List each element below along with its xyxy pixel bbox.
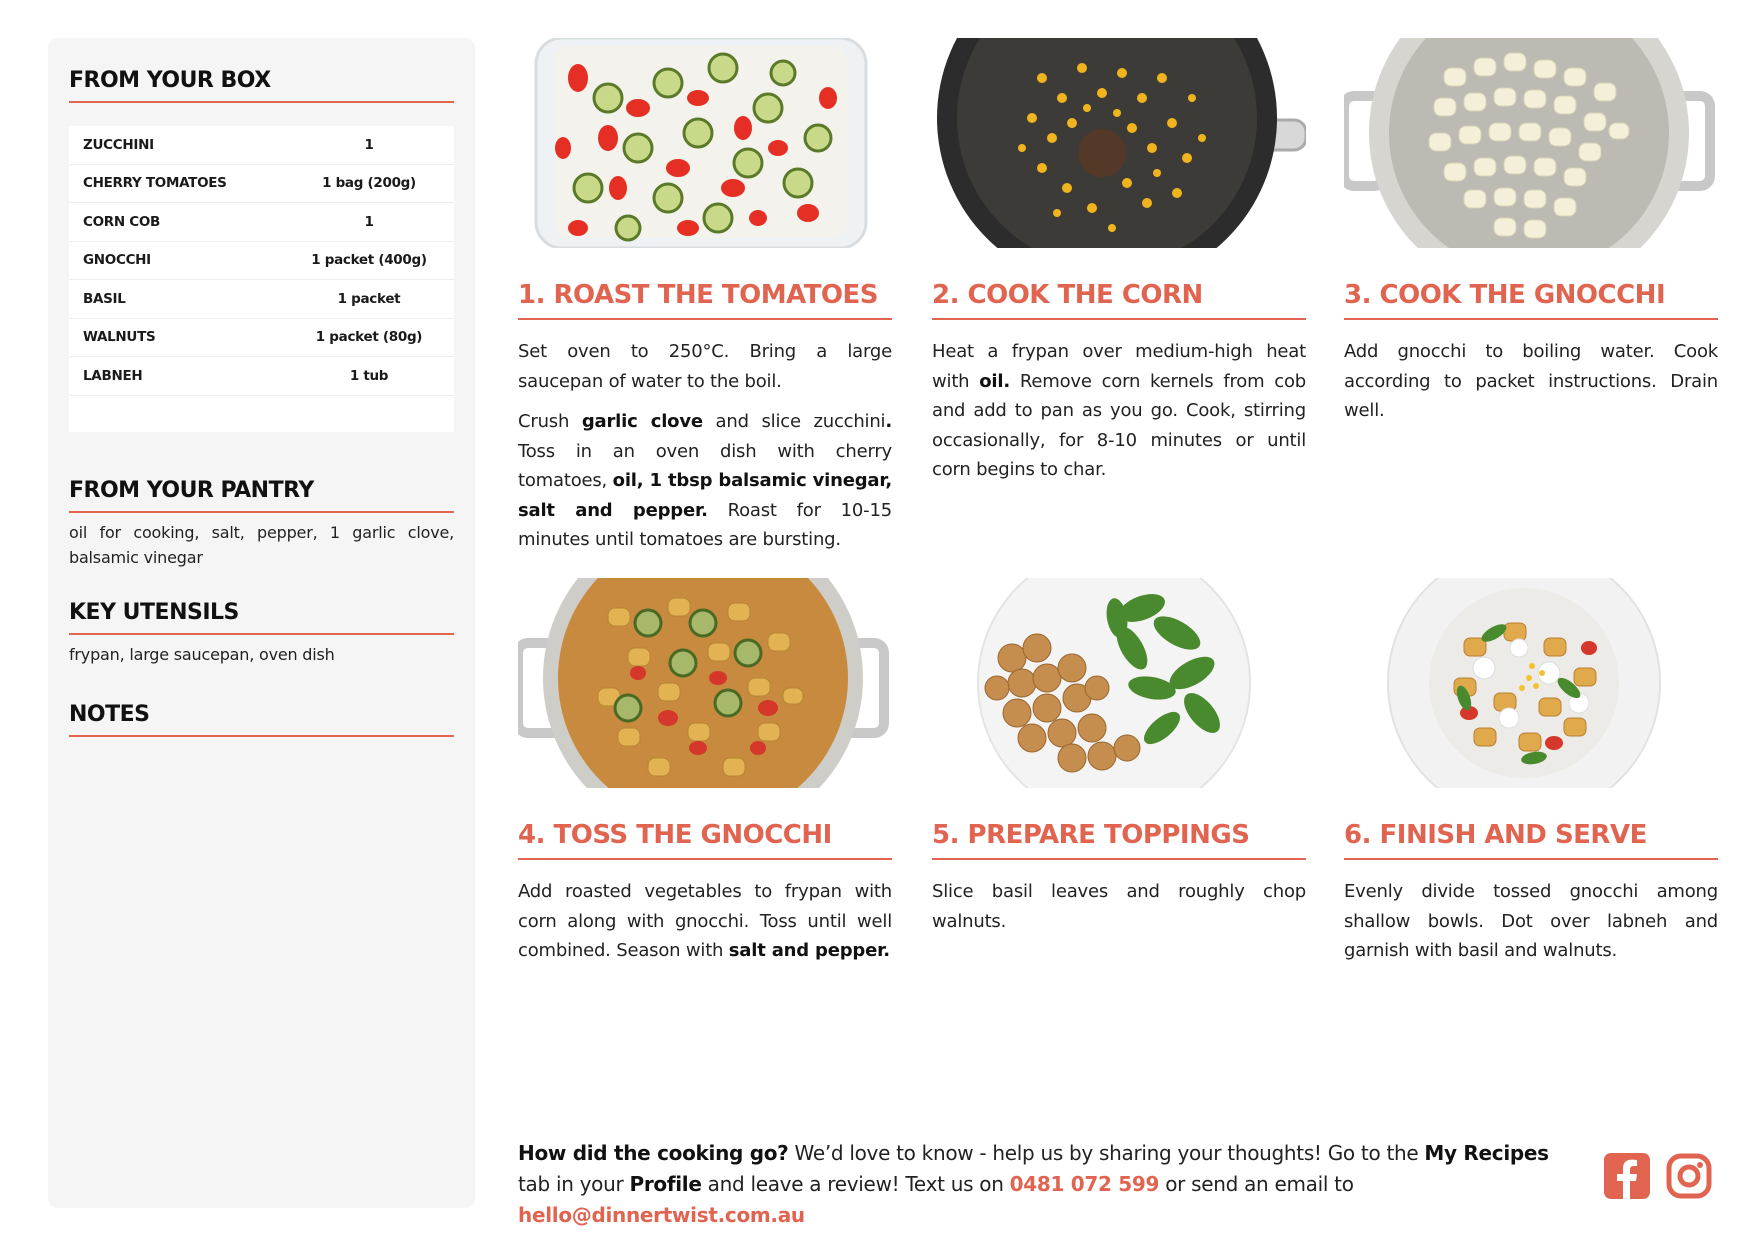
step-5-title: 5. PREPARE TOPPINGS [932, 820, 1306, 860]
ingredient-qty: 1 packet (80g) [315, 329, 423, 346]
text-span: and slice zucchini [702, 411, 886, 432]
text-span: Roast for 10-15 minutes until tomatoes are bursting. [518, 499, 892, 550]
ingredient-row [69, 319, 454, 358]
ingredient-row [69, 126, 454, 165]
step-1-title: 1. ROAST THE TOMATOES [518, 280, 892, 320]
footer-text: and leave a review! Text us on [701, 1172, 1010, 1196]
step-4-para-1 [518, 877, 892, 966]
ingredient-qty: 1 [364, 213, 374, 230]
ingredient-name: WALNUTS [83, 329, 156, 346]
notes-title: NOTES [69, 702, 454, 737]
footer-text: tab in your [518, 1172, 630, 1196]
ingredient-row [69, 357, 454, 396]
text-span: Set oven to 250°C. Bring a large saucepan of water to the boil. [518, 341, 892, 392]
from-your-pantry-title: FROM YOUR PANTRY [69, 478, 454, 513]
step-6-photo [1344, 578, 1718, 788]
step-3-title: 3. COOK THE GNOCCHI [1344, 280, 1718, 320]
step-6-text [1344, 877, 1718, 977]
step-2-para-1 [932, 337, 1306, 485]
feedback-footer [518, 1138, 1578, 1231]
step-4-text [518, 877, 892, 977]
ingredient-name: LABNEH [83, 367, 143, 384]
step-1-para-1 [518, 337, 892, 396]
step-5-photo [932, 578, 1306, 788]
text-span: Remove corn kernels from cob and add to pan as you go. Cook, stirring occasionally, for 8-10 minutes or until corn begins to char. [932, 370, 1307, 480]
facebook-icon[interactable] [1604, 1153, 1650, 1199]
instagram-icon[interactable] [1666, 1153, 1712, 1199]
text-span: Add gnocchi to boiling water. Cook according to packet instructions. Drain well. [1344, 341, 1718, 421]
ingredient-row [69, 242, 454, 281]
ingredient-name: ZUCCHINI [83, 136, 154, 153]
footer-email-link[interactable]: hello@dinnertwist.com.au [518, 1203, 805, 1227]
bold-span: oil, 1 tbsp balsamic vinegar, salt and pepper. [518, 470, 893, 521]
sidebar [48, 38, 475, 1208]
ingredient-qty: 1 [364, 136, 374, 153]
ingredient-name: BASIL [83, 290, 126, 307]
utensils-text: frypan, large saucepan, oven dish [69, 645, 335, 664]
footer-question: How did the cooking go? [518, 1141, 789, 1165]
ingredient-qty: 1 bag (200g) [322, 175, 416, 192]
step-5-para-1 [932, 877, 1306, 936]
ingredient-name: CHERRY TOMATOES [83, 175, 227, 192]
bold-span: oil. [979, 370, 1011, 392]
ingredient-row [69, 165, 454, 204]
step-1-photo [518, 38, 892, 248]
pantry-text: oil for cooking, salt, pepper, 1 garlic clove, balsamic vinegar [69, 523, 454, 567]
step-4-title: 4. TOSS THE GNOCCHI [518, 820, 892, 860]
footer-phone[interactable]: 0481 072 599 [1009, 1172, 1160, 1196]
step-2-photo [932, 38, 1306, 248]
text-span: Crush [518, 411, 582, 432]
step-3-text [1344, 337, 1718, 437]
step-2-title: 2. COOK THE CORN [932, 280, 1306, 320]
text-span: Toss in an oven dish with cherry tomatoes, [518, 440, 892, 491]
bold-span: salt and pepper. [728, 940, 890, 961]
ingredient-name: GNOCCHI [83, 252, 151, 269]
step-6-title: 6. FINISH AND SERVE [1344, 820, 1718, 860]
step-1-para-2 [518, 407, 892, 555]
bold-span: . [885, 411, 892, 432]
step-3-photo [1344, 38, 1718, 248]
text-span: Slice basil leaves and roughly chop walnuts. [932, 881, 1306, 932]
footer-profile: Profile [629, 1172, 702, 1196]
footer-text: We’d love to know - help us by sharing your thoughts! Go to the [788, 1141, 1425, 1165]
text-span: Heat a frypan over medium-high heat with [932, 341, 1306, 392]
text-span: Add roasted vegetables to frypan with corn along with gnocchi. Toss until well combined. Season with [518, 881, 892, 961]
step-6-para-1 [1344, 877, 1718, 966]
step-4-photo [518, 578, 892, 788]
ingredient-row [69, 280, 454, 319]
ingredient-qty: 1 packet (400g) [311, 252, 427, 269]
step-1-text [518, 337, 892, 566]
bold-span: garlic clove [581, 411, 703, 432]
from-your-box-title: FROM YOUR BOX [69, 68, 454, 103]
ingredient-name: CORN COB [83, 213, 161, 230]
step-3-para-1 [1344, 337, 1718, 426]
text-span: Evenly divide tossed gnocchi among shallow bowls. Dot over labneh and garnish with basil and walnuts. [1344, 881, 1718, 961]
ingredient-qty: 1 packet [337, 290, 401, 307]
step-2-text [932, 337, 1306, 496]
footer-text: or send an email to [1159, 1172, 1354, 1196]
ingredient-row [69, 203, 454, 242]
ingredients-table [69, 126, 454, 432]
step-5-text [932, 877, 1306, 947]
footer-my-recipes: My Recipes [1424, 1141, 1549, 1165]
ingredient-qty: 1 tub [349, 367, 389, 384]
key-utensils-title: KEY UTENSILS [69, 600, 454, 635]
